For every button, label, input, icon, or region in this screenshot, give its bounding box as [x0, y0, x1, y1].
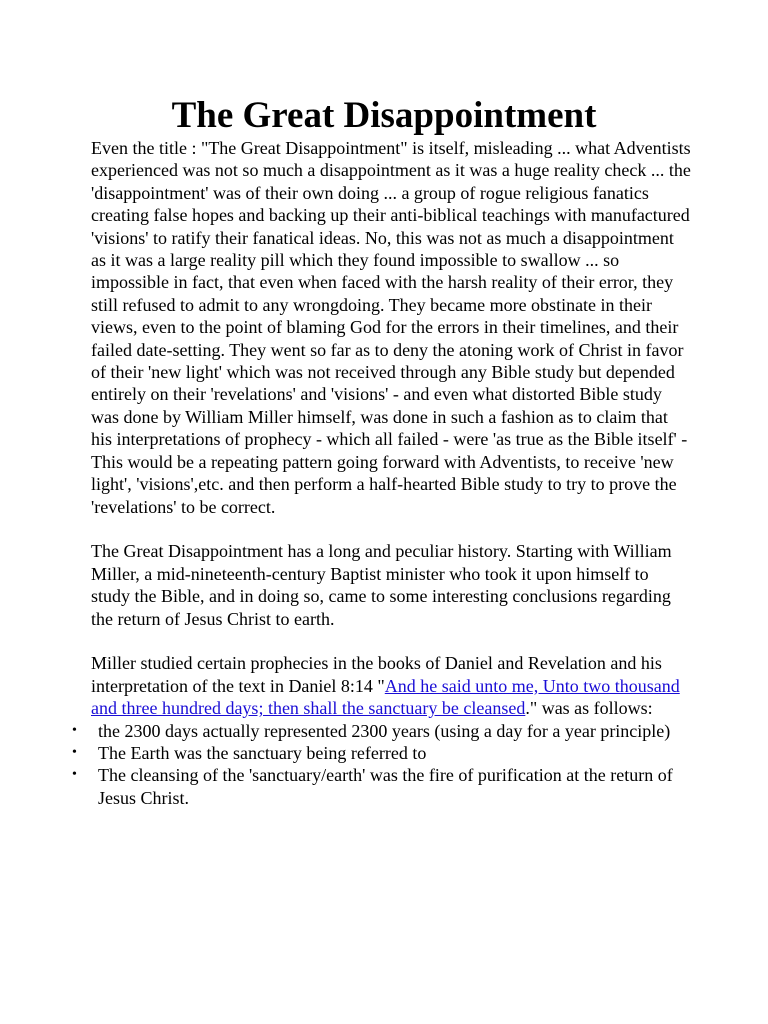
bullet-icon: •	[72, 722, 77, 738]
list-item	[72, 742, 691, 764]
list-item-text: the 2300 days actually represented 2300 years (using a day for a year principle)	[98, 720, 671, 741]
paragraph-interpretation	[91, 652, 691, 719]
bullet-icon: •	[72, 744, 77, 760]
document-title: The Great Disappointment	[171, 95, 597, 136]
paragraph-interpretation-lead: Miller studied certain prophecies in the books of Daniel and Revelation and his interpretation of the text in Daniel 8:14 "	[91, 653, 662, 696]
document-body	[72, 137, 691, 809]
interpretation-list	[72, 720, 691, 810]
list-item-text: The cleansing of the 'sanctuary/earth' was the fire of purification at the return of Jesus Christ.	[98, 765, 673, 808]
scripture-link-daniel-8-14[interactable]: And he said unto me, Unto two thousand and three hundred days; then shall the sanctuary be cleansed	[91, 675, 680, 719]
list-item	[72, 720, 691, 742]
bullet-icon: •	[72, 767, 77, 783]
paragraph-history: The Great Disappointment has a long and peculiar history. Starting with William Miller, a mid-nineteenth-century Baptist minister who took it upon himself to study the Bible, and in doing so, came to some interesting conclusions regarding the return of Jesus Christ to earth.	[91, 541, 672, 629]
list-item-text: The Earth was the sanctuary being referred to	[98, 742, 427, 763]
paragraph-interpretation-tail: ." was as follows:	[525, 698, 653, 719]
list-item	[72, 764, 691, 809]
paragraph-intro: Even the title : "The Great Disappointment" is itself, misleading ... what Adventists experienced was not so much a disappointment as it was a huge reality check ... the 'disappointment' was of their own doing ... a group of rogue religious fanatics creating false hopes and backing up their anti-biblical teachings with manufactured 'visions' to ratify their fanatical ideas. No, this was not as much a disappointment as it was a large reality pill which they found impossible to swallow ... so impossible in fact, that even when faced with the harsh reality of their error, they still refused to admit to any wrongdoing. They became more obstinate in their views, even to the point of blaming God for the errors in their timelines, and their failed date-setting. They went so far as to deny the atoning work of Christ in favor of their 'new light' which was not received through any Bible study but depended entirely on their 'revelations' and 'visions' - and even what distorted Bible study was done by William Miller himself, was done in such a fashion as to claim that his interpretations of prophecy - which all failed - were 'as true as the Bible itself' - This would be a repeating pattern going forward with Adventists, to receive 'new light', 'visions',etc. and then perform a half-hearted Bible study to try to prove the 'revelations' to be correct.	[91, 138, 691, 517]
